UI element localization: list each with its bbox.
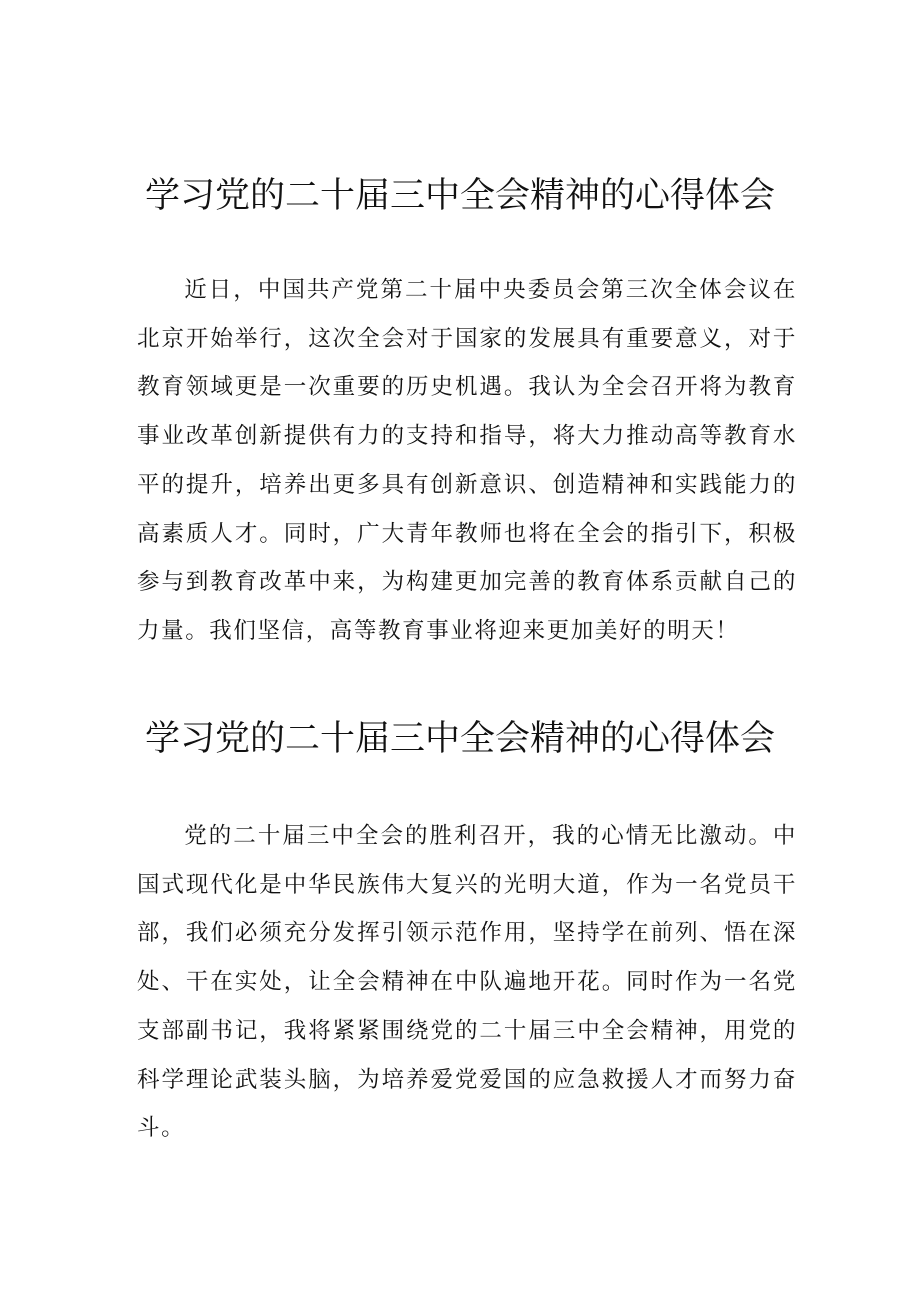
section-2-title: 学习党的二十届三中全会精神的心得体会 (144, 719, 775, 759)
section-1-title: 学习党的二十届三中全会精神的心得体会 (144, 176, 775, 216)
section-2-body: 党的二十届三中全会的胜利召开，我的心情无比激动。中国式现代化是中华民族伟大复兴的光明大道，作为一名党员干部，我们必须充分发挥引领示范作用，坚持学在前列、悟在深处、干在实处，让全会精神在中队遍地开花。同时作为一名党支部副书记，我将紧紧围绕党的二十届三中全会精神，用党的科学理论武装头脑，为培养爱党爱国的应急救援人才而努力奋斗。 (137, 823, 797, 1142)
section-1-body: 近日，中国共产党第二十届中央委员会第三次全体会议在北京开始举行，这次全会对于国家的发展具有重要意义，对于教育领域更是一次重要的历史机遇。我认为全会召开将为教育事业改革创新提供有力的支持和指导，将大力推动高等教育水平的提升，培养出更多具有创新意识、创造精神和实践能力的高素质人才。同时，广大青年教师也将在全会的指引下，积极参与到教育改革中来，为构建更加完善的教育体系贡献自己的力量。我们坚信，高等教育事业将迎来更加美好的明天！ (137, 277, 797, 644)
